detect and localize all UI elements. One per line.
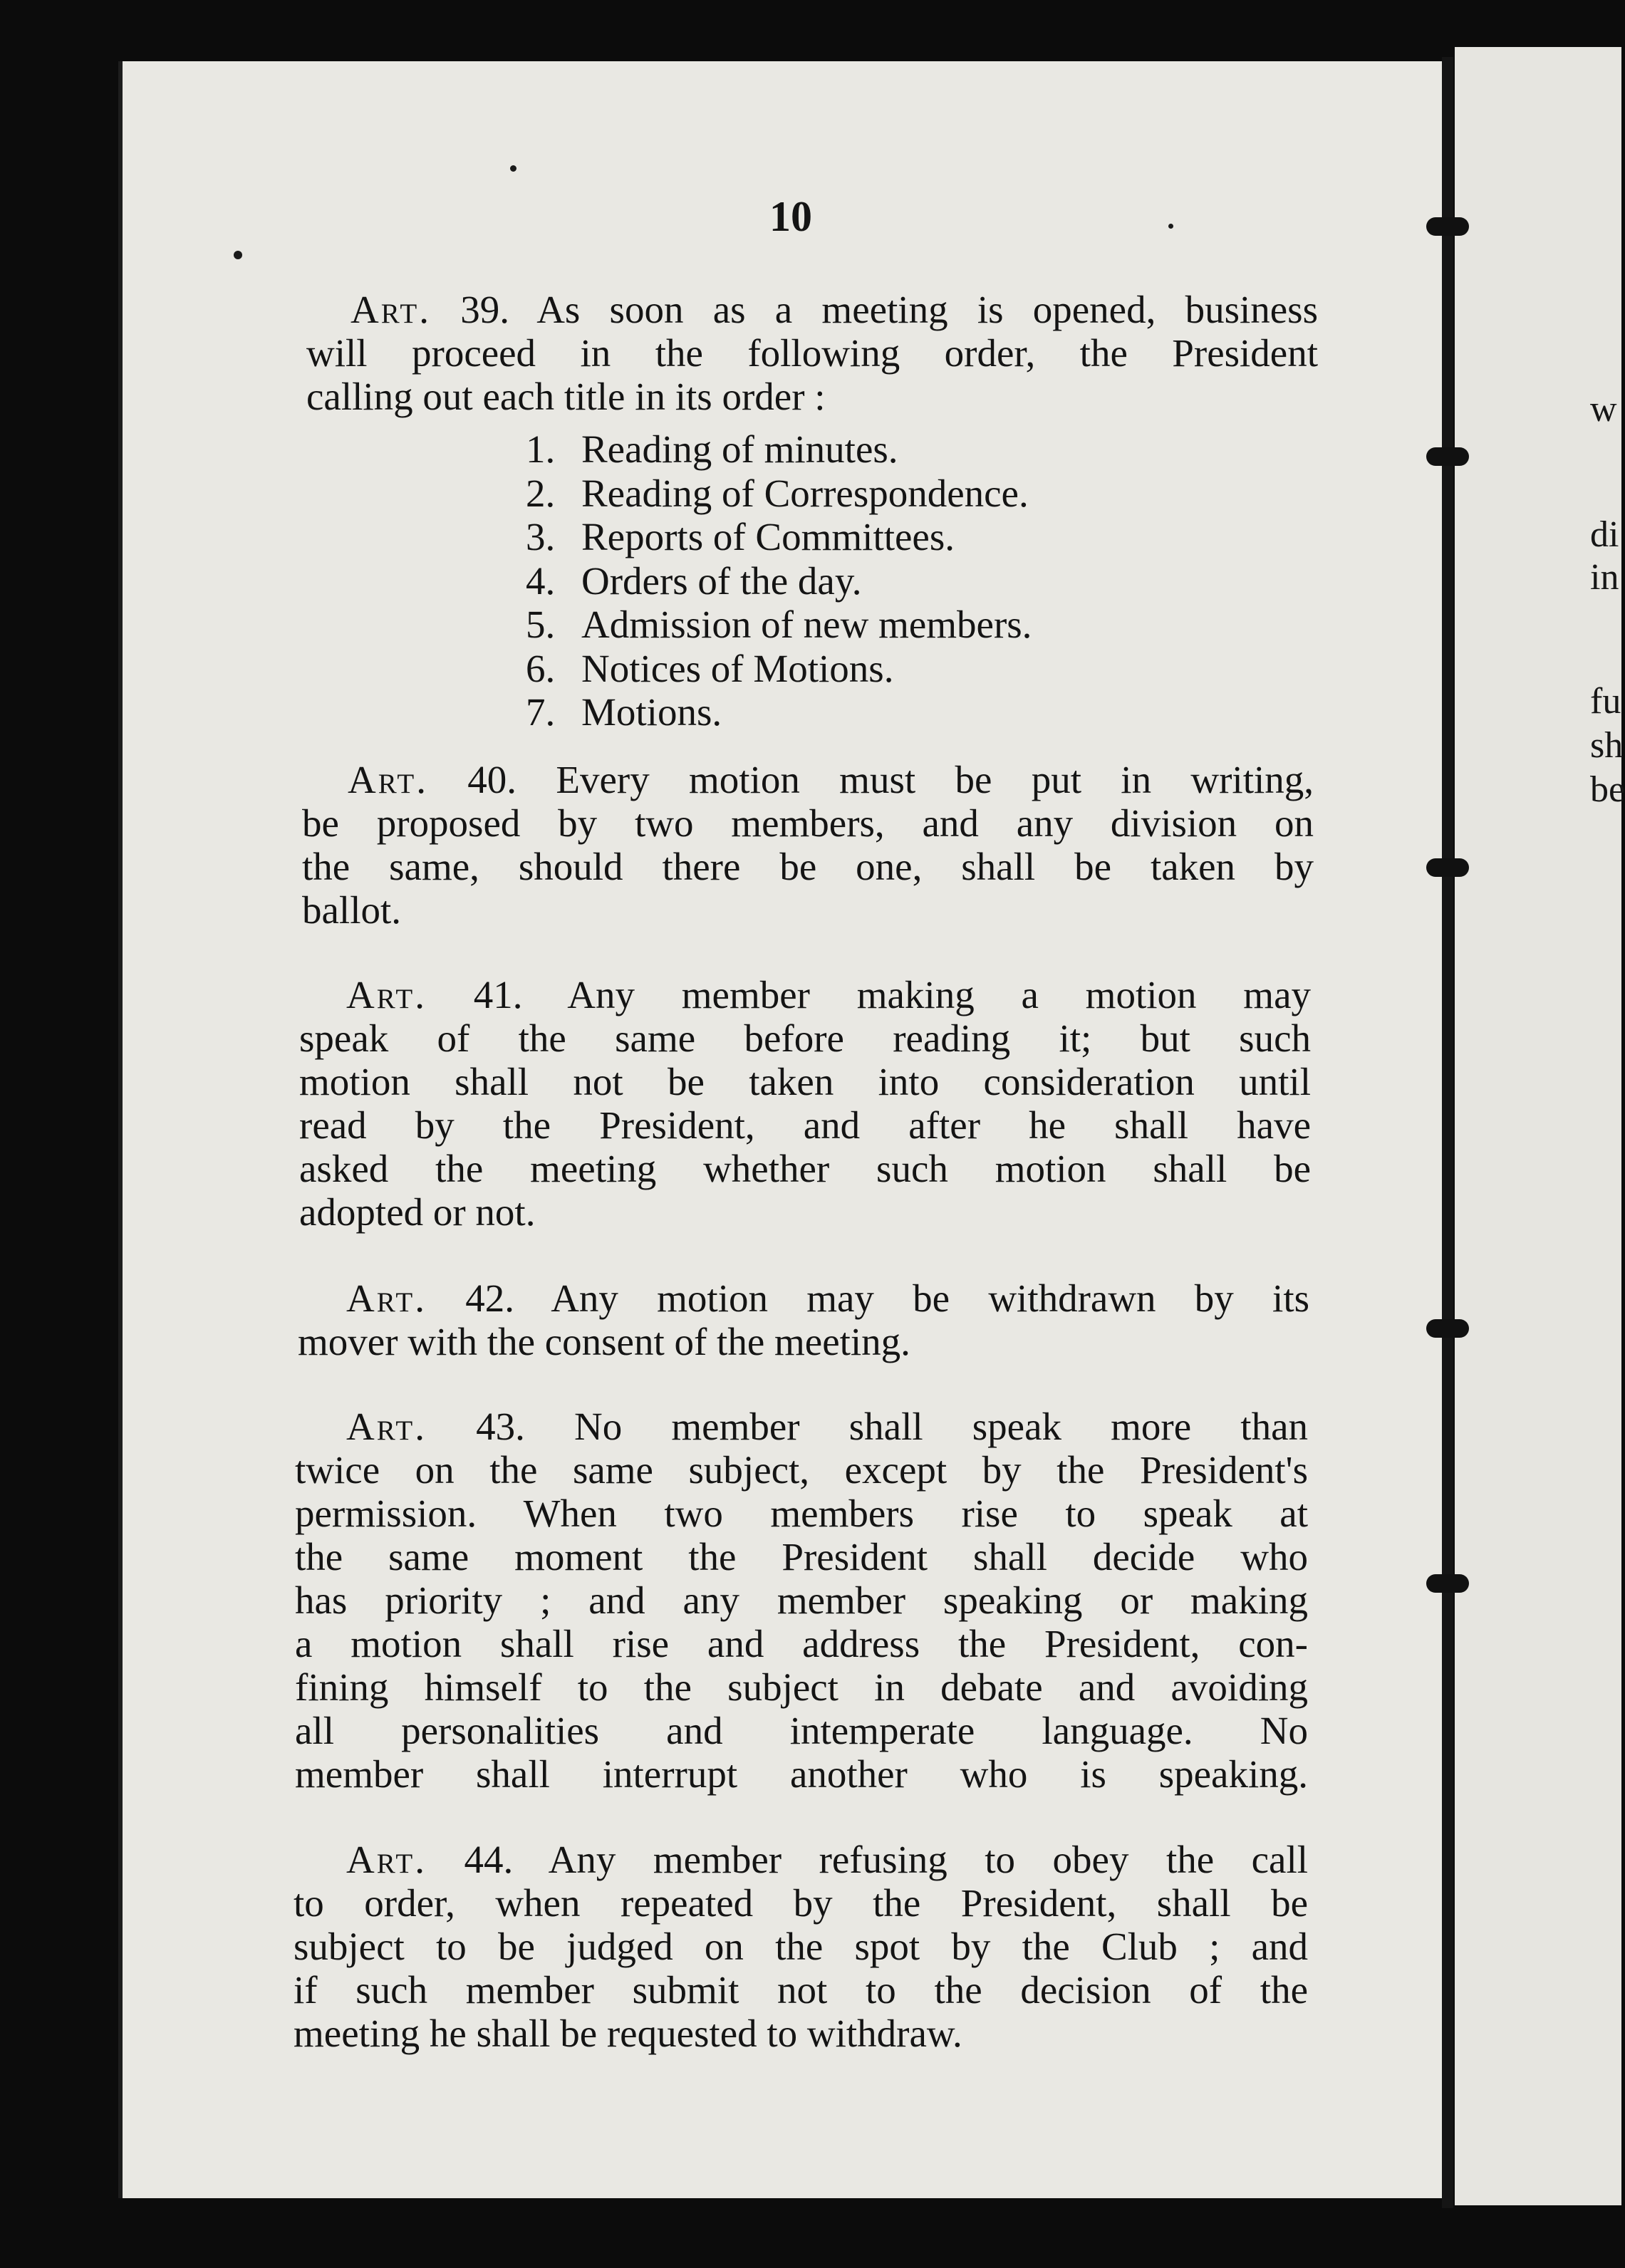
article-text-line: the same, should there be one, shall be taken by	[302, 845, 1314, 888]
article-label: Art.	[346, 1276, 427, 1320]
list-item: 3. Reports of Committees.	[526, 515, 955, 558]
facing-page	[1455, 47, 1625, 2205]
scan-speck	[510, 165, 516, 172]
article-44	[294, 1838, 1308, 2055]
article-text-line: Every motion must be put in writing,	[556, 758, 1314, 801]
binding-stitch	[1426, 1574, 1469, 1593]
facing-fragment: di	[1590, 514, 1619, 555]
article-number: 41.	[473, 973, 523, 1016]
article-text-line: twice on the same subject, except by the President's	[295, 1448, 1308, 1492]
facing-fragment: w	[1590, 389, 1617, 430]
article-text-line: member shall interrupt another who is speaking.	[295, 1752, 1308, 1796]
list-item: 1. Reading of minutes.	[526, 427, 898, 471]
article-text-line: will proceed in the following order, the President	[306, 331, 1318, 375]
article-label: Art.	[348, 758, 428, 801]
article-text-line: motion shall not be taken into consideration until	[299, 1060, 1311, 1103]
article-number: 40.	[467, 758, 517, 801]
article-text-line: Any member making a motion may	[567, 973, 1311, 1016]
article-text-line: if such member submit not to the decision of the	[294, 1968, 1308, 2012]
article-text-line: As soon as a meeting is opened, business	[536, 288, 1318, 331]
article-label: Art.	[346, 1838, 427, 1881]
binding-stitch	[1426, 1319, 1469, 1338]
facing-fragment: be	[1590, 769, 1625, 810]
list-item: 4. Orders of the day.	[526, 558, 862, 603]
scan-speck	[234, 251, 242, 259]
article-43	[295, 1405, 1308, 1796]
article-text-line: all personalities and intemperate language. No	[295, 1709, 1308, 1752]
article-text-line: subject to be judged on the spot by the Club ; and	[294, 1925, 1308, 1968]
article-text-line: adopted or not.	[299, 1190, 536, 1234]
article-41	[299, 973, 1311, 1234]
binding-stitch	[1426, 447, 1469, 466]
article-text-line: the same moment the President shall decide who	[295, 1535, 1308, 1578]
article-text-line: asked the meeting whether such motion shall be	[299, 1147, 1311, 1190]
article-text-line: a motion shall rise and address the President, con-	[295, 1622, 1308, 1665]
article-label: Art.	[346, 973, 427, 1016]
article-text-line: No member shall speak more than	[574, 1405, 1309, 1448]
article-number: 39.	[460, 288, 509, 331]
article-label: Art.	[346, 1405, 427, 1448]
article-text-line: be proposed by two members, and any division on	[302, 801, 1314, 845]
binding-gutter	[1442, 57, 1453, 2208]
article-40	[302, 758, 1314, 932]
article-text-line: Any member refusing to obey the call	[548, 1838, 1309, 1881]
facing-fragment: sh	[1590, 725, 1624, 766]
article-text-line: calling out each title in its order :	[306, 375, 826, 418]
binding-stitch	[1426, 217, 1469, 236]
article-39	[306, 288, 1318, 418]
article-text-line: fining himself to the subject in debate and avoiding	[295, 1665, 1308, 1709]
facing-fragment: in	[1590, 557, 1619, 598]
article-label: Art.	[351, 288, 431, 331]
facing-fragment: fu	[1590, 681, 1621, 722]
order-of-business-list	[526, 427, 1032, 734]
article-text-line: ballot.	[302, 888, 402, 932]
article-text-line: meeting he shall be requested to withdraw.	[294, 2012, 962, 2055]
page-number: 10	[769, 193, 812, 240]
article-text-line: read by the President, and after he shall have	[299, 1103, 1311, 1147]
article-text-line: Any motion may be withdrawn by its	[551, 1276, 1310, 1320]
article-42	[298, 1276, 1309, 1363]
binding-stitch	[1426, 858, 1469, 877]
list-item: 6. Notices of Motions.	[526, 646, 894, 690]
article-number: 42.	[465, 1276, 514, 1320]
article-text-line: speak of the same before reading it; but such	[299, 1016, 1311, 1060]
article-number: 43.	[476, 1405, 525, 1448]
list-item: 7. Motions.	[526, 690, 722, 734]
article-text-line: permission. When two members rise to speak at	[295, 1492, 1308, 1535]
scan-speck	[1168, 224, 1173, 229]
article-text-line: mover with the consent of the meeting.	[298, 1320, 910, 1363]
list-item: 5. Admission of new members.	[526, 603, 1032, 646]
article-text-line: to order, when repeated by the President, shall be	[294, 1881, 1308, 1925]
list-item: 2. Reading of Correspondence.	[526, 471, 1029, 515]
article-text-line: has priority ; and any member speaking or making	[295, 1578, 1308, 1622]
article-number: 44.	[464, 1838, 514, 1881]
